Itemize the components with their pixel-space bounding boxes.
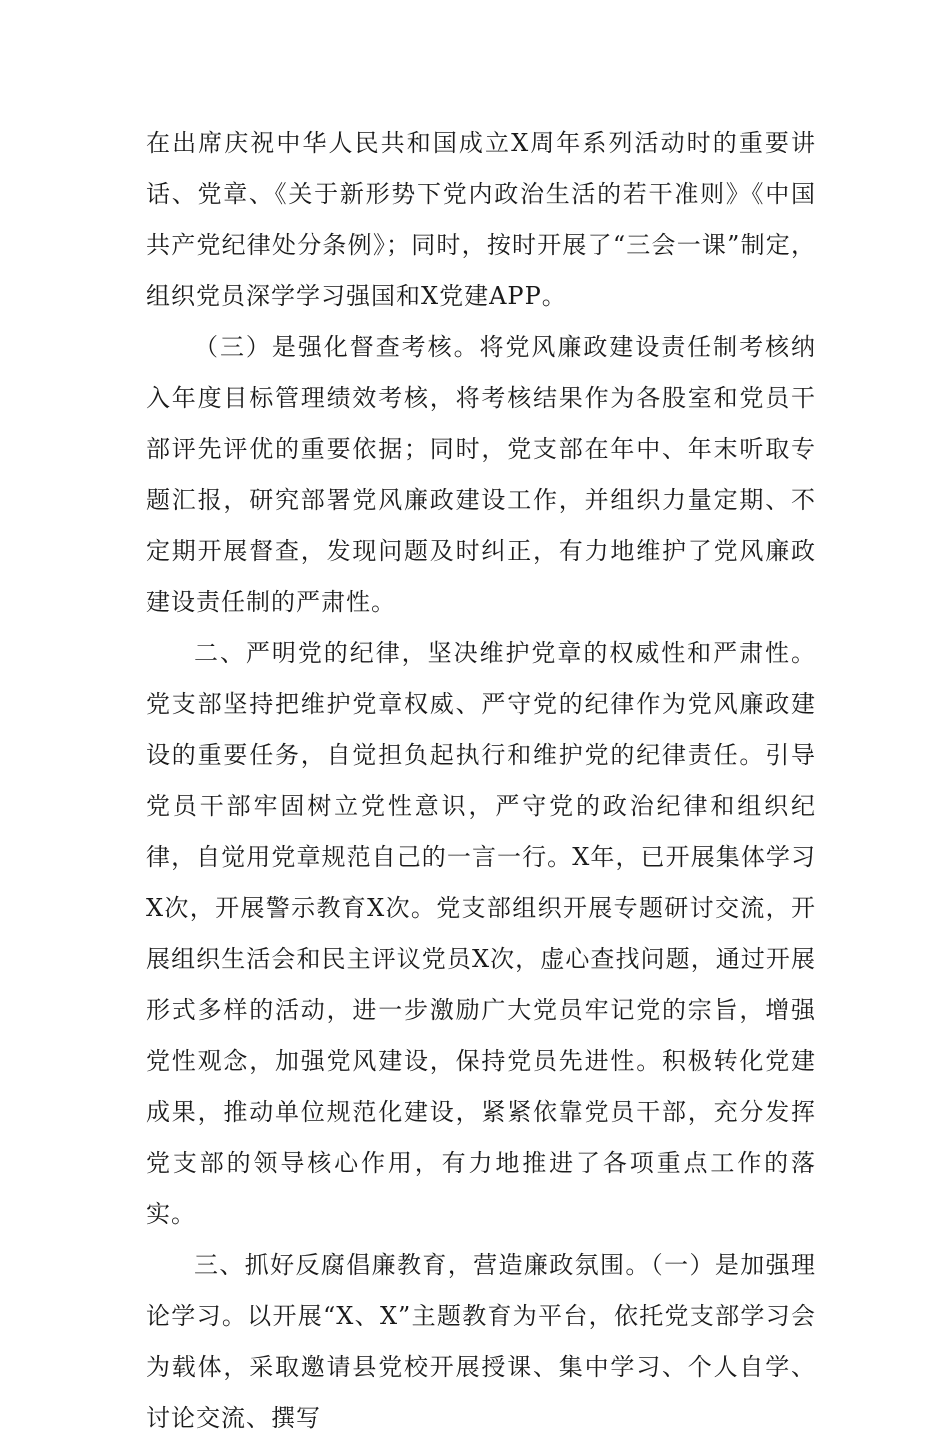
paragraph-discipline: 二、严明党的纪律，坚决维护党章的权威性和严肃性。党支部坚持把维护党章权威、严守党的纪律作为党风廉政建设的重要任务，自觉担负起执行和维护党的纪律责任。引导党员干部牢固树立党性意识，严守党的政治纪律和组织纪律，自觉用党章规范自己的一言一行。X年，已开展集体学习X次，开展警示教育X次。党支部组织开展专题研讨交流，开展组织生活会和民主评议党员X次，虚心查找问题，通过开展形式多样的活动，进一步激励广大党员牢记党的宗旨，增强党性观念，加强党风建设，保持党员先进性。积极转化党建成果，推动单位规范化建设，紧紧依靠党员干部，充分发挥党支部的领导核心作用，有力地推进了各项重点工作的落实。 xyxy=(146,639,816,1228)
paragraph-education: 三、抓好反腐倡廉教育，营造廉政氛围。（一）是加强理论学习。以开展“X、X”主题教育为平台，依托党支部学习会为载体，采取邀请县党校开展授课、集中学习、个人自学、讨论交流、撰写 xyxy=(146,1251,816,1432)
paragraph-supervision: （三）是强化督查考核。将党风廉政建设责任制考核纳入年度目标管理绩效考核，将考核结果作为各股室和党员干部评先评优的重要依据；同时，党支部在年中、年末听取专题汇报，研究部署党风廉政建设工作，并组织力量定期、不定期开展督查，发现问题及时纠正，有力地维护了党风廉政建设责任制的严肃性。 xyxy=(146,333,816,616)
paragraph-continuation: 在出席庆祝中华人民共和国成立X周年系列活动时的重要讲话、党章、《关于新形势下党内政治生活的若干准则》《中国共产党纪律处分条例》；同时，按时开展了“三会一课”制定，组织党员深学学习强国和X党建APP。 xyxy=(146,129,816,310)
document-body xyxy=(146,118,816,1444)
